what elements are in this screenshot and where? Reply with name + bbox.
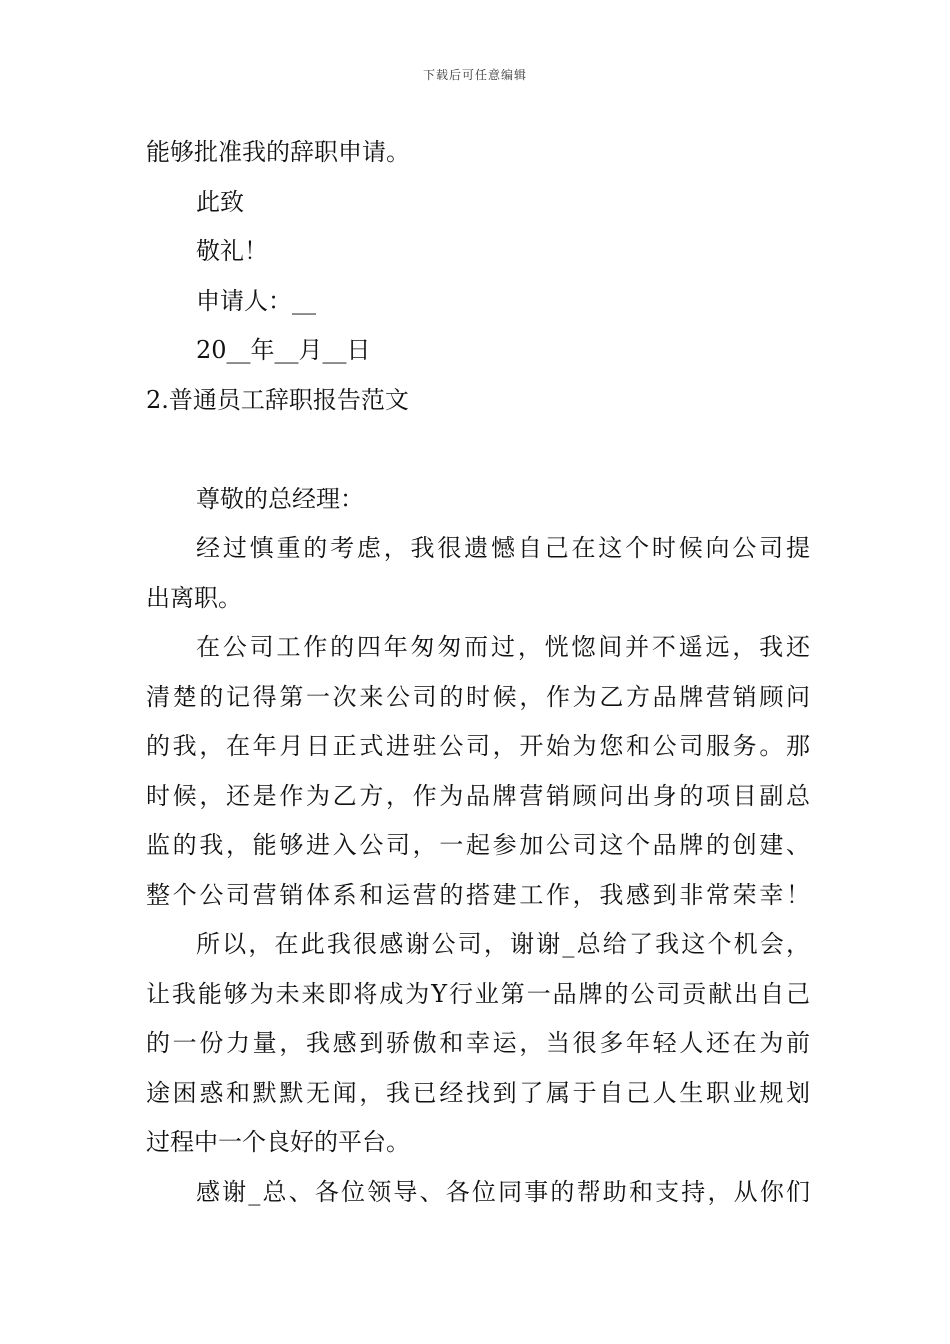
date-line: 20__年__月__日: [196, 336, 371, 364]
body-line: 过程中一个良好的平台。: [146, 1128, 410, 1156]
salutation-line-1: 此致: [196, 187, 244, 216]
section-heading: 2.普通员工辞职报告范文: [146, 385, 409, 414]
blank-line: [146, 425, 810, 475]
body-line: 经过慎重的考虑，我很遗憾自己在这个时候向公司提: [196, 534, 810, 562]
body-line: 的一份力量，我感到骄傲和幸运，当很多年轻人还在为前: [146, 1029, 810, 1057]
body-line: 所以，在此我很感谢公司，谢谢_总给了我这个机会，: [196, 930, 810, 958]
body-line: 整个公司营销体系和运营的搭建工作，我感到非常荣幸！: [146, 880, 810, 909]
body-line: 出离职。: [146, 583, 242, 612]
body-line: 监的我，能够进入公司，一起参加公司这个品牌的创建、: [146, 831, 810, 859]
body-line: 时候，还是作为乙方，作为品牌营销顾问出身的项目副总: [146, 781, 810, 810]
body-line: 让我能够为未来即将成为Y行业第一品牌的公司贡献出自己: [146, 979, 810, 1008]
applicant-line: 申请人：__: [196, 286, 316, 315]
page-header-note: 下载后可任意编辑: [422, 68, 527, 82]
body-line: 途困惑和默默无闻，我已经找到了属于自己人生职业规划: [146, 1078, 810, 1107]
body-line: 在公司工作的四年匆匆而过，恍惚间并不遥远，我还: [196, 633, 810, 661]
document-body: [146, 128, 810, 1217]
closing-line: 能够批准我的辞职申请。: [146, 138, 410, 166]
greeting-line: 尊敬的总经理：: [196, 484, 364, 513]
body-line: 的我，在年月日正式进驻公司，开始为您和公司服务。那: [146, 732, 810, 760]
salutation-line-2: 敬礼！: [196, 237, 268, 265]
body-line: 清楚的记得第一次来公司的时候，作为乙方品牌营销顾问: [146, 682, 810, 711]
body-line: 感谢_总、各位领导、各位同事的帮助和支持，从你们: [196, 1177, 810, 1206]
